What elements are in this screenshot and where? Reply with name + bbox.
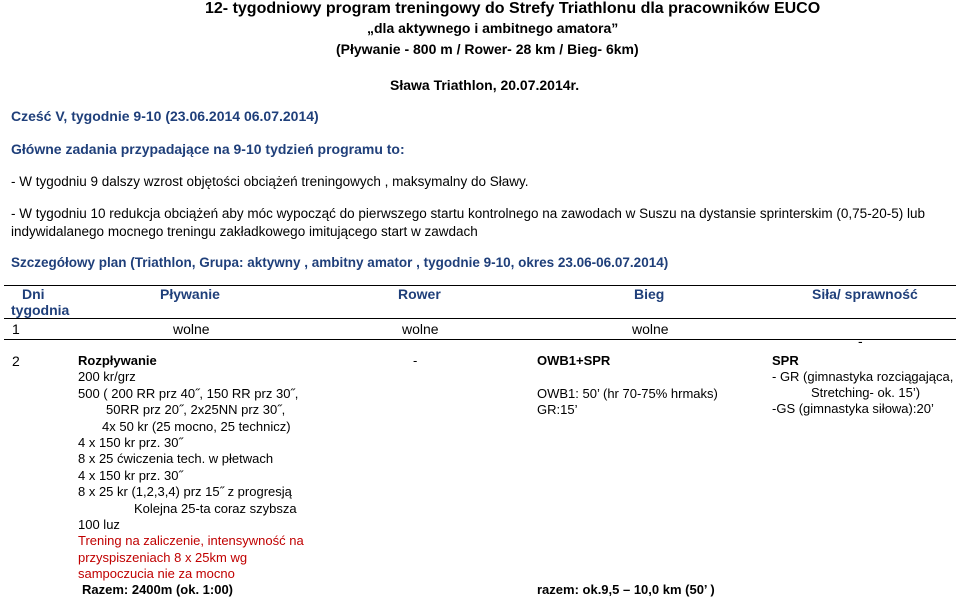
document-subtitle-distances: (Pływanie - 800 m / Rower- 28 km / Bieg- 6km) (336, 41, 639, 57)
row2-swim-title: Rozpływanie (78, 353, 157, 368)
swim-line: 8 x 25 kr (1,2,3,4) prz 15˝ z progresją (78, 484, 292, 500)
header-strength: Siła/ sprawność (812, 286, 918, 302)
swim-line: 50RR prz 20˝, 2x25NN prz 30˝, (106, 402, 286, 418)
table-header-divider (4, 318, 956, 319)
week10-note: - W tygodniu 10 redukcja obciążeń aby móc wypocząć do pierwszego startu kontrolnego na zawodach w Suszu na dystansie sprinterskim (0,75-20-5) lub indywidalanego mocnego treningu zakładkowego imitującego start w zawdach (11, 206, 925, 239)
row2-bike: - (413, 353, 418, 368)
swim-red-line: sampoczucia nie za mocno (78, 566, 235, 582)
document-title: 12- tygodniowy program treningowy do Strefy Triathlonu dla pracowników EUCO (205, 0, 821, 17)
part-heading: Cześć V, tygodnie 9-10 (23.06.2014 06.07.2014) (11, 108, 319, 124)
row2-run-total: razem: ok.9,5 – 10,0 km (50’ ) (537, 582, 715, 597)
header-swim: Pływanie (160, 286, 220, 302)
row1-strength: - (858, 333, 863, 349)
swim-line: 500 ( 200 RR prz 40˝, 150 RR prz 30˝, (78, 385, 299, 401)
plan-detail-heading: Szczegółowy plan (Triathlon, Grupa: aktywny , ambitny amator , tygodnie 9-10, okres 23.06-06.07.2014) (11, 255, 669, 270)
row1-bike: wolne (402, 321, 439, 337)
row2-strength-line2: Stretching- ok. 15’) (811, 385, 921, 400)
swim-line: 4 x 150 kr prz. 30˝ (78, 434, 183, 450)
swim-line: 100 luz (78, 516, 120, 532)
table-row-divider (4, 339, 956, 340)
header-day-line1: Dni (22, 286, 45, 302)
swim-red-line: przyspiszeniach 8 x 25km wg (78, 549, 248, 565)
swim-line: 8 x 25 ćwiczenia tech. w płetwach (78, 451, 274, 467)
swim-line: Kolejna 25-ta coraz szybsza (134, 500, 297, 516)
row2-swim-cell (78, 353, 304, 599)
row1-run: wolne (632, 321, 669, 337)
row2-run-title: OWB1+SPR (537, 353, 611, 368)
swim-line: 200 kr/grz (78, 369, 136, 385)
row2-run-line1: OWB1: 50’ (hr 70-75% hrmaks) (537, 386, 718, 401)
document-subtitle-audience: „dla aktywnego i ambitnego amatora” (367, 20, 619, 36)
row2-day: 2 (12, 353, 20, 369)
row1-swim: wolne (173, 321, 210, 337)
row2-run-line2: GR:15’ (537, 402, 578, 417)
header-run: Bieg (634, 286, 665, 302)
row2-strength-title: SPR (772, 353, 799, 368)
swim-total: Razem: 2400m (ok. 1:00) (82, 582, 234, 598)
tasks-heading: Główne zadania przypadające na 9-10 tydzień programu to: (11, 141, 405, 157)
week9-note: - W tygodniu 9 dalszy wzrost objętości obciążeń treningowych , maksymalny do Sławy. (11, 174, 529, 189)
row2-strength-line1: - GR (gimnastyka rozciągająca, (772, 369, 954, 384)
header-day-line2: tygodnia (11, 302, 70, 318)
swim-line: 4x 50 kr (25 mocno, 25 technicz) (102, 418, 291, 434)
swim-line: 4 x 150 kr prz. 30˝ (78, 467, 183, 483)
header-bike: Rower (398, 286, 441, 302)
swim-red-line: Trening na zaliczenie, intensywność na (78, 533, 304, 549)
row1-day: 1 (12, 321, 20, 337)
row2-strength-line3: -GS (gimnastyka siłowa):20’ (772, 401, 934, 416)
training-plan-table (0, 285, 960, 604)
document-author-date: Sława Triathlon, 20.07.2014r. (390, 77, 580, 93)
